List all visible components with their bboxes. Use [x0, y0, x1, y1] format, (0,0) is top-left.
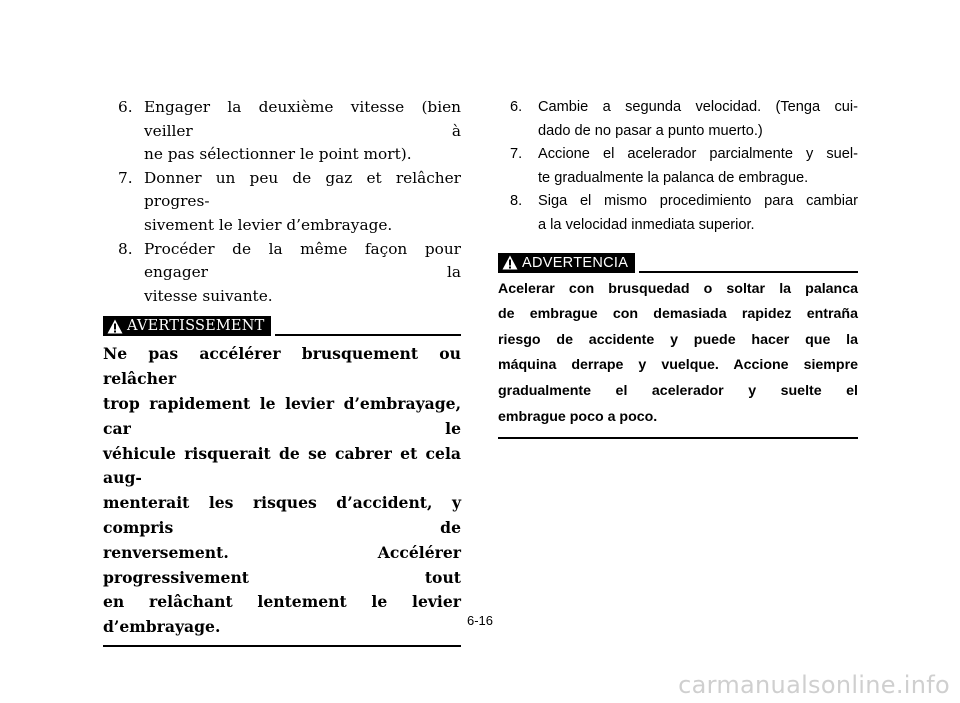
warning-line: véhicule risquerait de se cabrer et cela aug-	[103, 443, 461, 488]
spanish-step-8	[498, 190, 858, 237]
warning-bottom-rule	[103, 645, 461, 647]
step-text-line: te gradualmente la palanca de embrague.	[538, 169, 809, 186]
warning-label: ADVERTENCIA	[522, 254, 629, 271]
step-text-line: Cambie a segunda velocidad. (Tenga cui-	[538, 99, 858, 115]
french-step-6	[103, 96, 461, 167]
step-text-line: vitesse suivante.	[144, 286, 273, 305]
step-text-line: sivement le levier d’embrayage.	[144, 215, 393, 234]
french-steps-list	[103, 96, 461, 308]
french-warning-header	[103, 314, 461, 338]
spanish-column	[498, 96, 858, 439]
warning-line: renversement. Accélérer progressivement tout	[103, 542, 461, 587]
site-watermark: carmanualsonline.info	[678, 671, 950, 699]
french-step-7	[103, 167, 461, 238]
step-text-line: ne pas sélectionner le point mort).	[144, 145, 412, 164]
warning-triangle-icon	[502, 255, 518, 270]
step-number: 7.	[118, 168, 133, 187]
warning-line: gradualmente el acelerador y suelte el	[498, 382, 858, 399]
spanish-warning-text	[498, 277, 858, 431]
step-text-line: Siga el mismo procedimiento para cambiar	[538, 193, 858, 210]
step-text-line: dado de no pasar a punto muerto.)	[538, 122, 763, 139]
step-number: 8.	[510, 193, 523, 210]
step-number: 6.	[510, 99, 523, 115]
spanish-step-6	[498, 96, 858, 143]
step-number: 6.	[118, 98, 133, 116]
step-number: 7.	[510, 146, 523, 163]
warning-label: AVERTISSEMENT	[127, 318, 265, 335]
french-step-8	[103, 238, 461, 309]
step-text-line: a la velocidad inmediata superior.	[538, 216, 755, 233]
step-text-line: Procéder de la même façon pour engager la	[144, 239, 461, 282]
warning-badge	[498, 253, 635, 273]
french-column	[103, 96, 461, 647]
header-rule	[639, 271, 858, 273]
step-text-line: Donner un peu de gaz et relâcher progres-	[144, 168, 461, 211]
page-number: 6-16	[466, 613, 494, 628]
spanish-steps-list	[498, 96, 858, 238]
step-text-line: Engager la deuxième vitesse (bien veiller à	[144, 98, 461, 140]
step-number: 8.	[118, 239, 133, 258]
warning-line: menterait les risques d’accident, y compris de	[103, 493, 461, 537]
warning-line: riesgo de accidente y puede hacer que la	[498, 331, 858, 348]
warning-triangle-icon	[107, 319, 123, 334]
spanish-warning-header	[498, 251, 858, 275]
warning-bottom-rule	[498, 437, 858, 439]
french-warning-text	[103, 342, 461, 640]
warning-line: máquina derrape y vuelque. Accione siempre	[498, 357, 858, 374]
warning-line: trop rapidement le levier d’embrayage, car le	[103, 393, 461, 438]
step-text-line: Accione el acelerador parcialmente y suel-	[538, 146, 858, 163]
warning-line: en relâchant lentement le levier d’embrayage.	[103, 592, 461, 637]
warning-line: Ne pas accélérer brusquement ou relâcher	[103, 344, 461, 389]
warning-line: Acelerar con brusquedad o soltar la palanca	[498, 280, 858, 297]
warning-badge	[103, 316, 271, 336]
spanish-step-7	[498, 143, 858, 190]
warning-line: embrague poco a poco.	[498, 408, 658, 425]
header-rule	[275, 334, 461, 336]
warning-line: de embrague con demasiada rapidez entraña	[498, 306, 858, 323]
